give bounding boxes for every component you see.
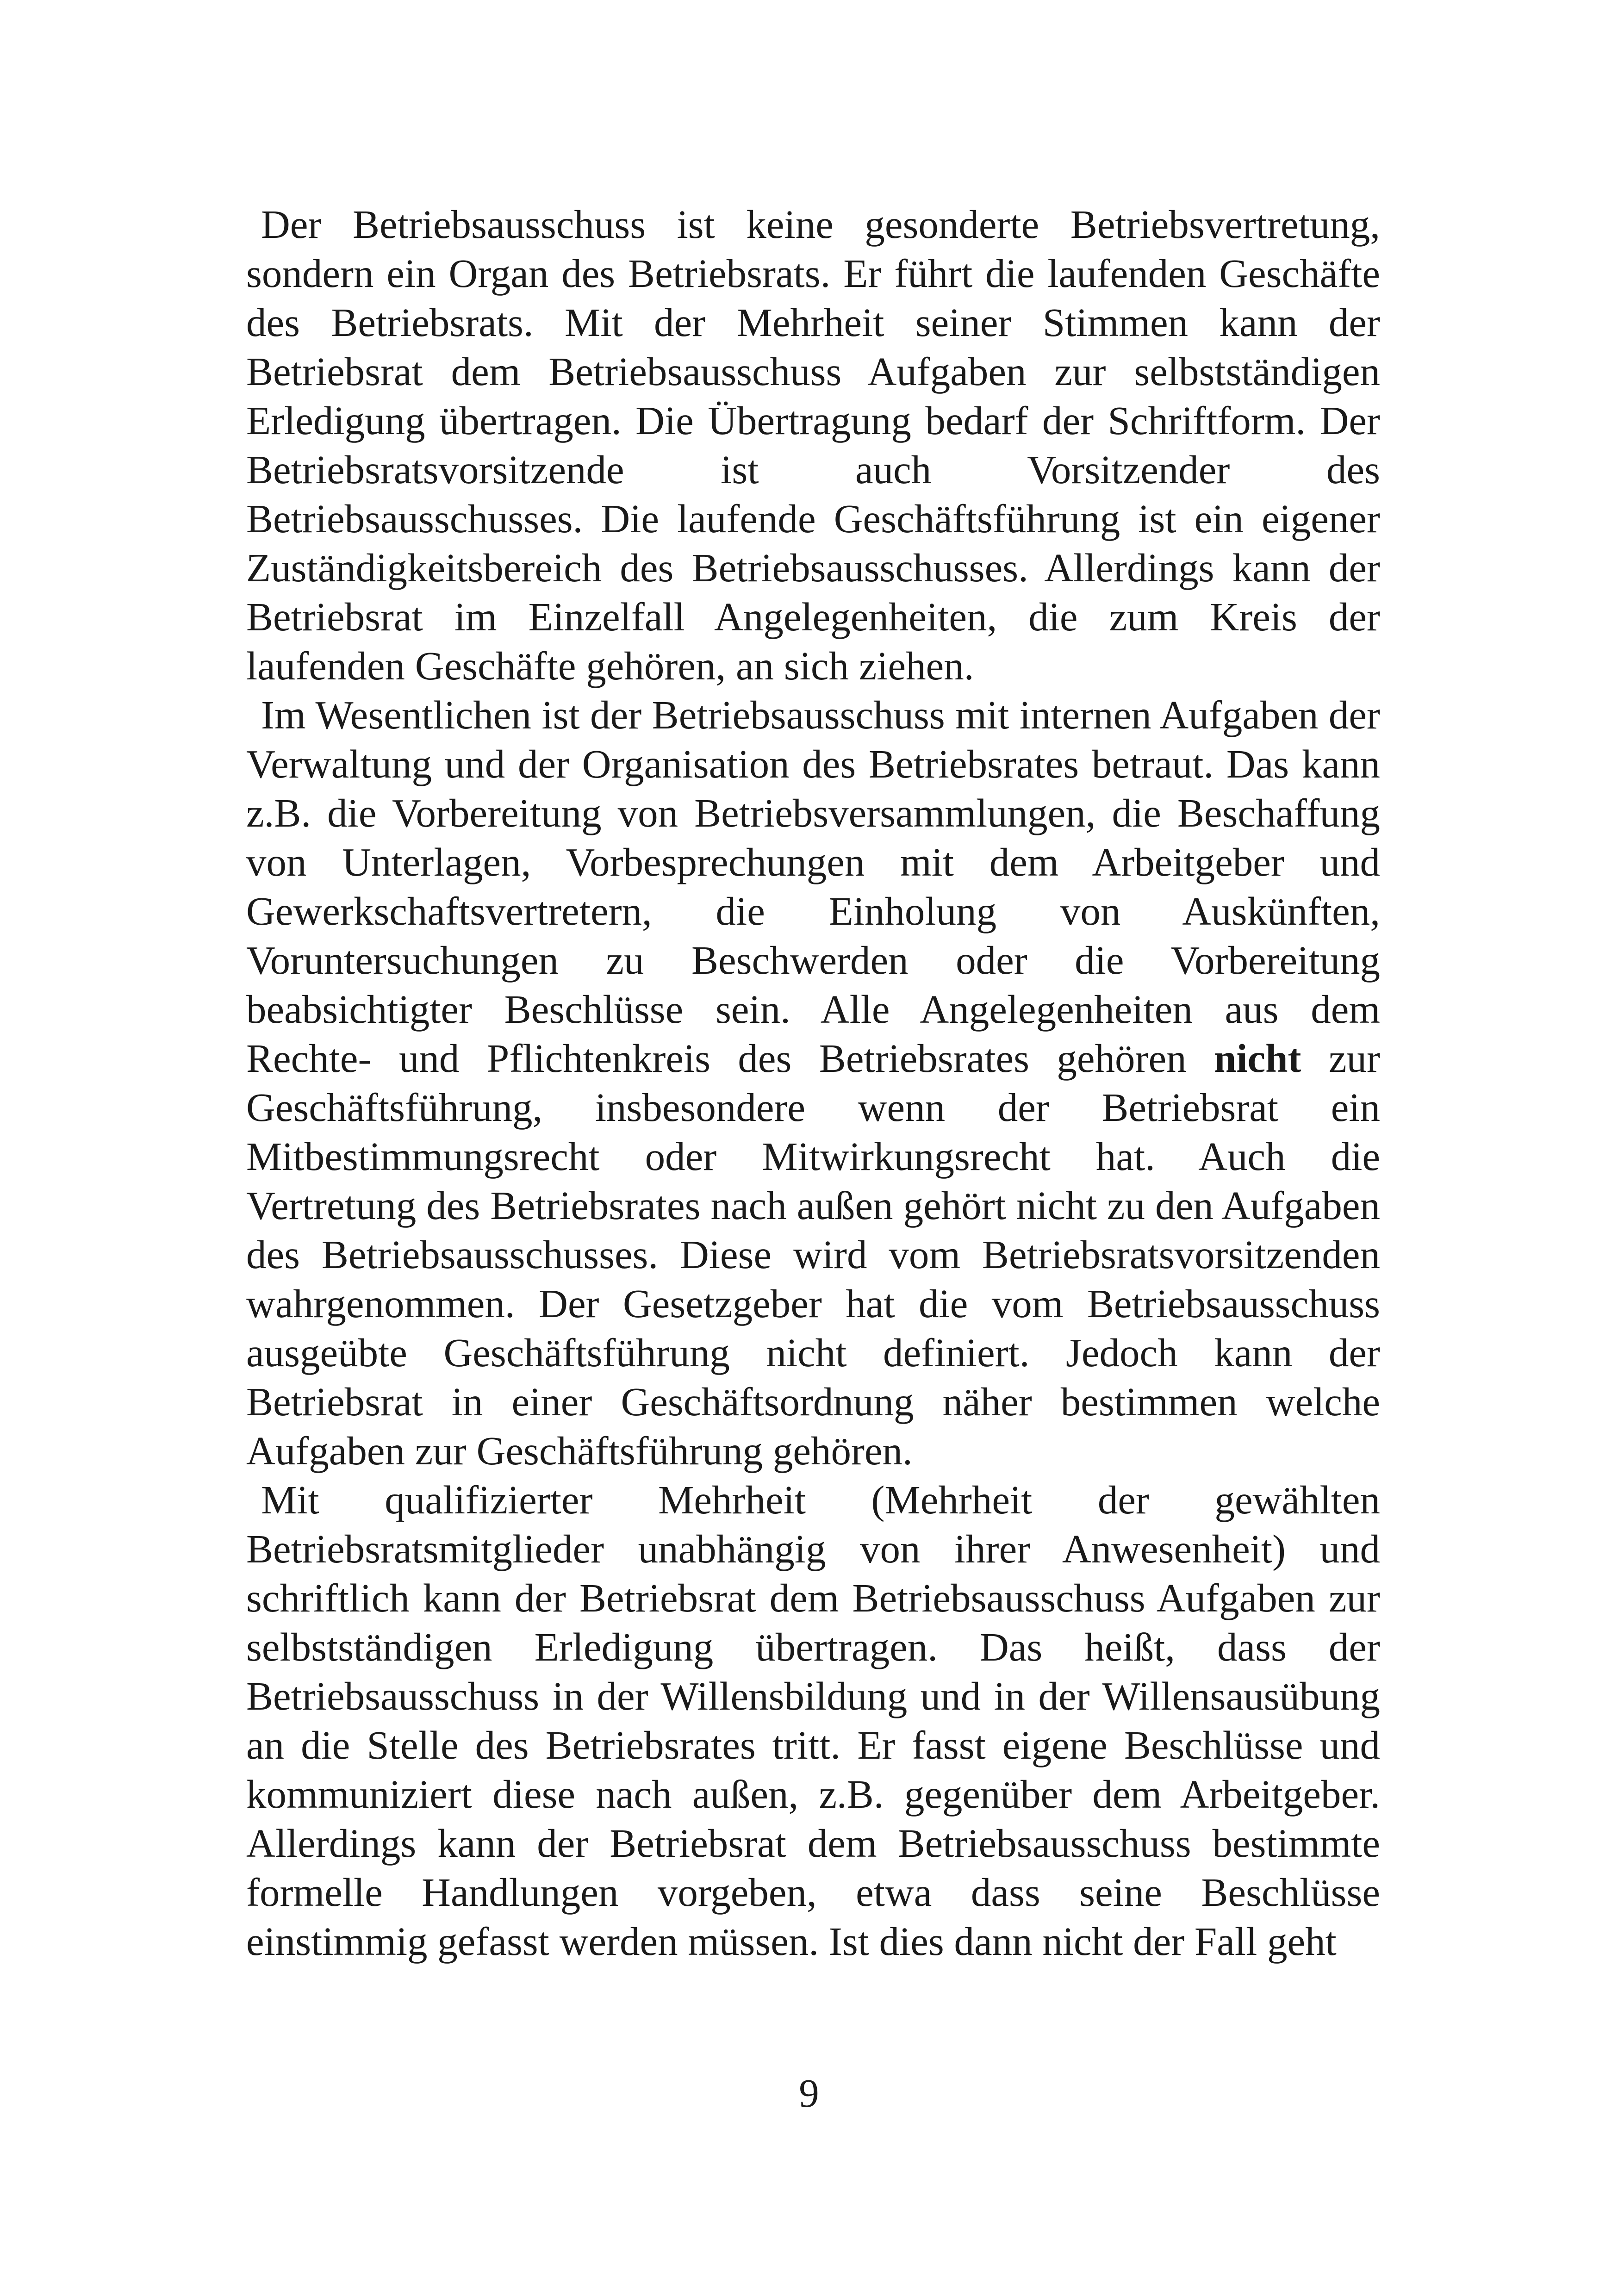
page-number: 9 — [799, 2071, 819, 2116]
paragraph-2 — [246, 691, 1380, 1475]
paragraph-2-text-after: zur Geschäftsführung, insbesondere wenn der Betriebsrat ein Mitbestimmungsrecht oder Mitwirkungsrecht hat. Auch die Vertretung des Betriebsrates nach außen gehört nicht zu den Aufgaben des Betriebsausschusses. Diese wird vom Betriebsratsvorsitzenden wahrgenommen. Der Gesetzgeber hat die vom Betriebsausschuss ausgeübte Geschäftsführung nicht definiert. Jedoch kann der Betriebsrat in einer Geschäftsordnung näher bestimmen welche Aufgaben zur Geschäftsführung gehören. — [246, 1036, 1381, 1473]
emphasis-nicht: nicht — [1214, 1036, 1301, 1081]
paragraph-2-text-before: Im Wesentlichen ist der Betriebsausschuss mit internen Aufgaben der Verwaltung und der Organisation des Betriebsrates betraut. Das kann z.B. die Vorbereitung von Betriebsversammlungen, die Beschaffung von Unterlagen, Vorbesprechungen mit dem Arbeitgeber und Gewerkschaftsvertretern, die Einholung von Auskünften, Voruntersuchungen zu Beschwerden oder die Vorbereitung beabsichtigter Beschlüsse sein. Alle Angelegenheiten aus dem Rechte- und Pflichtenkreis des Betriebsrates gehören — [246, 692, 1380, 1081]
paragraph-1: Der Betriebsausschuss ist keine gesonderte Betriebsvertretung, sondern ein Organ des Betriebsrats. Er führt die laufenden Geschäfte des Betriebsrats. Mit der Mehrheit seiner Stimmen kann der Betriebsrat dem Betriebsausschuss Aufgaben zur selbstständigen Erledigung übertragen. Die Übertragung bedarf der Schriftform. Der Betriebsratsvorsitzende ist auch Vorsitzender des Betriebsausschusses. Die laufende Geschäftsführung ist ein eigener Zuständigkeitsbereich des Betriebsausschusses. Allerdings kann der Betriebsrat im Einzelfall Angelegenheiten, die zum Kreis der laufenden Geschäfte gehören, an sich ziehen. — [246, 202, 1380, 688]
body-text — [246, 200, 1380, 1966]
paragraph-3: Mit qualifizierter Mehrheit (Mehrheit der gewählten Betriebsratsmitglieder unabhängig von ihrer Anwesenheit) und schriftlich kann der Betriebsrat dem Betriebsausschuss Aufgaben zur selbstständigen Erledigung übertragen. Das heißt, dass der Betriebsausschuss in der Willensbildung und in der Willensausübung an die Stelle des Betriebsrates tritt. Er fasst eigene Beschlüsse und kommuniziert diese nach außen, z.B. gegenüber dem Arbeitgeber. Allerdings kann der Betriebsrat dem Betriebsausschuss bestimmte formelle Handlungen vorgeben, etwa dass seine Beschlüsse einstimmig gefasst werden müssen. Ist dies dann nicht der Fall geht — [246, 1477, 1380, 1964]
